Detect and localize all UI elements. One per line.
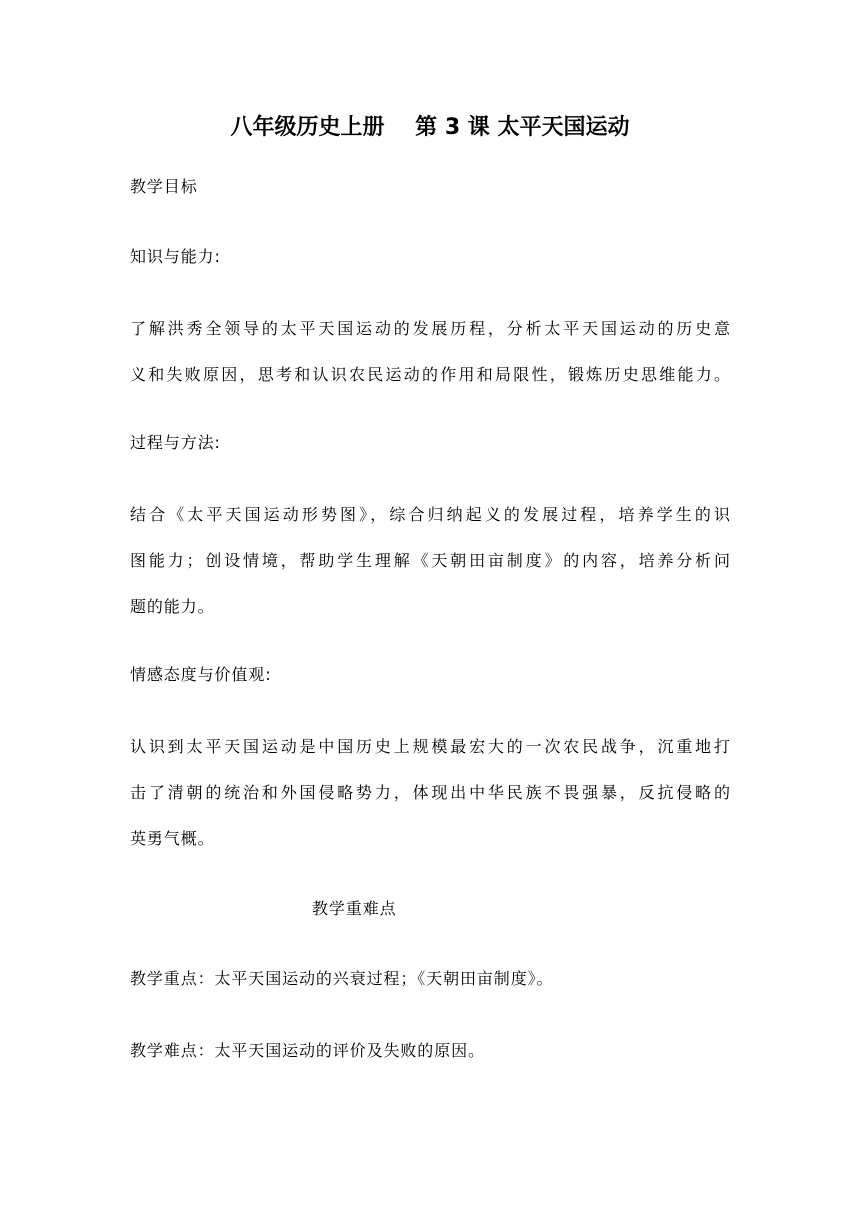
difficult-point: 教学难点：太平天国运动的评价及失败的原因。 [130,1041,485,1060]
process-line-2: 图能力；创设情境，帮助学生理解《天朝田亩制度》的内容，培养分析问 [130,551,730,570]
process-line-3: 题的能力。 [130,597,215,616]
emotion-heading: 情感态度与价值观: [130,665,272,684]
emotion-line-3: 英勇气概。 [130,829,215,848]
emotion-line-1: 认识到太平天国运动是中国历史上规模最宏大的一次农民战争，沉重地打 [130,737,730,756]
knowledge-line-1: 了解洪秀全领导的太平天国运动的发展历程，分析太平天国运动的历史意 [130,319,730,338]
knowledge-line-2: 义和失败原因，思考和认识农民运动的作用和局限性，锻炼历史思维能力。 [130,365,730,384]
process-heading: 过程与方法: [130,433,221,452]
process-line-1: 结合《太平天国运动形势图》，综合归纳起义的发展过程，培养学生的识 [130,505,730,524]
knowledge-heading: 知识与能力: [130,247,221,266]
key-difficult-heading: 教学重难点 [312,899,397,918]
objectives-heading: 教学目标 [130,177,198,196]
key-point: 教学重点：太平天国运动的兴衰过程；《天朝田亩制度》。 [130,969,554,988]
emotion-line-2: 击了清朝的统治和外国侵略势力，体现出中华民族不畏强暴，反抗侵略的 [130,783,730,802]
document-title: 八年级历史上册 第 3 课 太平天国运动 [230,115,630,140]
